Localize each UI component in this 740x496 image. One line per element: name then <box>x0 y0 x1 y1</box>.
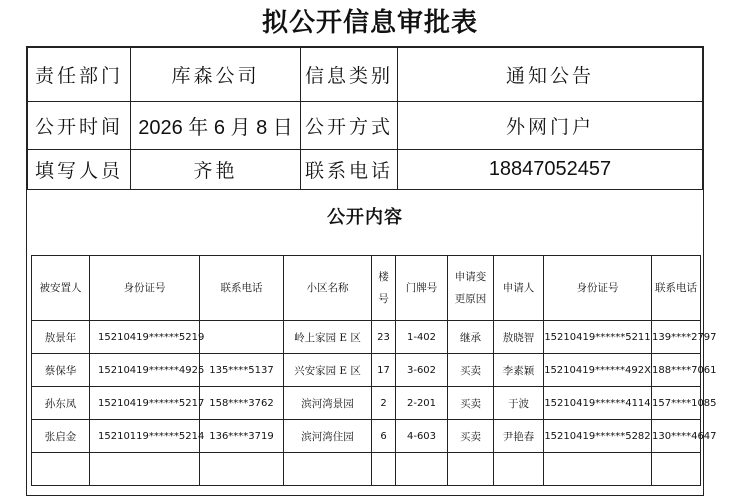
phone-value: 18847052457 <box>398 150 703 190</box>
cell-empty <box>284 453 372 486</box>
date-value: 2026 年 6 月 8 日 <box>131 102 301 150</box>
dept-value: 库森公司 <box>131 48 301 102</box>
content-table <box>31 255 717 486</box>
cell-community: 兴安家园 E 区 <box>284 354 372 387</box>
col-building-line2: 号 <box>378 293 389 305</box>
cell-empty <box>32 453 90 486</box>
cell-community: 滨河湾住园 <box>284 420 372 453</box>
cell-applicant-phone: 188****7061 <box>652 354 701 387</box>
col-applicant: 申请人 <box>494 256 544 321</box>
type-value: 通知公告 <box>398 48 703 102</box>
cell-phone <box>200 321 284 354</box>
page-title: 拟公开信息审批表 <box>261 8 478 38</box>
cell-unit: 2-201 <box>396 387 448 420</box>
person-label: 填写人员 <box>28 150 131 190</box>
cell-community: 滨河湾景园 <box>284 387 372 420</box>
col-community: 小区名称 <box>284 256 372 321</box>
cell-unit: 3-602 <box>396 354 448 387</box>
cell-applicant-phone: 157****1085 <box>652 387 701 420</box>
cell-name: 孙东凤 <box>32 387 90 420</box>
cell-id: 15210419******5219 <box>90 321 200 354</box>
cell-building: 17 <box>372 354 396 387</box>
cell-id: 15210119******5214 <box>90 420 200 453</box>
cell-name: 张启金 <box>32 420 90 453</box>
phone-label: 联系电话 <box>301 150 398 190</box>
header-row-2 <box>28 102 703 150</box>
cell-phone: 135****5137 <box>200 354 284 387</box>
cell-phone: 158****3762 <box>200 387 284 420</box>
cell-empty <box>652 453 701 486</box>
cell-applicant-id: 15210419******5211 <box>544 321 652 354</box>
cell-applicant-phone: 139****2797 <box>652 321 701 354</box>
table-row <box>32 420 701 453</box>
cell-reason: 买卖 <box>448 354 494 387</box>
date-label: 公开时间 <box>28 102 131 150</box>
cell-applicant-id: 15210419******4114 <box>544 387 652 420</box>
col-reason <box>448 256 494 321</box>
cell-reason: 买卖 <box>448 387 494 420</box>
col-building <box>372 256 396 321</box>
person-value: 齐艳 <box>131 150 301 190</box>
cell-name: 敖景年 <box>32 321 90 354</box>
cell-community: 岭上家园 E 区 <box>284 321 372 354</box>
cell-id: 15210419******5217 <box>90 387 200 420</box>
table-row-empty <box>32 453 701 486</box>
method-label: 公开方式 <box>301 102 398 150</box>
cell-id: 15210419******4925 <box>90 354 200 387</box>
cell-unit: 1-402 <box>396 321 448 354</box>
cell-applicant-id: 15210419******492X <box>544 354 652 387</box>
cell-reason: 买卖 <box>448 420 494 453</box>
col-building-line1: 楼 <box>378 271 389 283</box>
dept-label: 责任部门 <box>28 48 131 102</box>
col-reason-line2: 更原因 <box>454 293 487 305</box>
col-reason-line1: 申请变 <box>454 271 487 283</box>
cell-unit: 4-603 <box>396 420 448 453</box>
cell-applicant-phone: 130****4647 <box>652 420 701 453</box>
approval-form <box>26 46 717 496</box>
col-applicant-phone: 联系电话 <box>652 256 701 321</box>
cell-empty <box>544 453 652 486</box>
cell-applicant: 李素颖 <box>494 354 544 387</box>
cell-applicant: 敖晓智 <box>494 321 544 354</box>
cell-building: 23 <box>372 321 396 354</box>
col-phone: 联系电话 <box>200 256 284 321</box>
table-row <box>32 321 701 354</box>
content-header-row <box>32 256 701 321</box>
header-row-3 <box>28 150 703 190</box>
cell-empty <box>200 453 284 486</box>
col-applicant-id: 身份证号 <box>544 256 652 321</box>
cell-applicant-id: 15210419******5282 <box>544 420 652 453</box>
cell-empty <box>448 453 494 486</box>
cell-building: 2 <box>372 387 396 420</box>
cell-applicant: 尹艳春 <box>494 420 544 453</box>
cell-empty <box>494 453 544 486</box>
cell-reason: 继承 <box>448 321 494 354</box>
table-row <box>32 387 701 420</box>
cell-applicant: 于波 <box>494 387 544 420</box>
col-id-number: 身份证号 <box>90 256 200 321</box>
cell-name: 蔡保华 <box>32 354 90 387</box>
method-value: 外网门户 <box>398 102 703 150</box>
content-title: 公开内容 <box>327 207 403 228</box>
header-table <box>27 47 703 190</box>
cell-empty <box>372 453 396 486</box>
cell-building: 6 <box>372 420 396 453</box>
cell-phone: 136****3719 <box>200 420 284 453</box>
table-row <box>32 354 701 387</box>
header-row-1 <box>28 48 703 102</box>
col-unit: 门牌号 <box>396 256 448 321</box>
cell-empty <box>90 453 200 486</box>
cell-empty <box>396 453 448 486</box>
col-resettled-person: 被安置人 <box>32 256 90 321</box>
type-label: 信息类别 <box>301 48 398 102</box>
